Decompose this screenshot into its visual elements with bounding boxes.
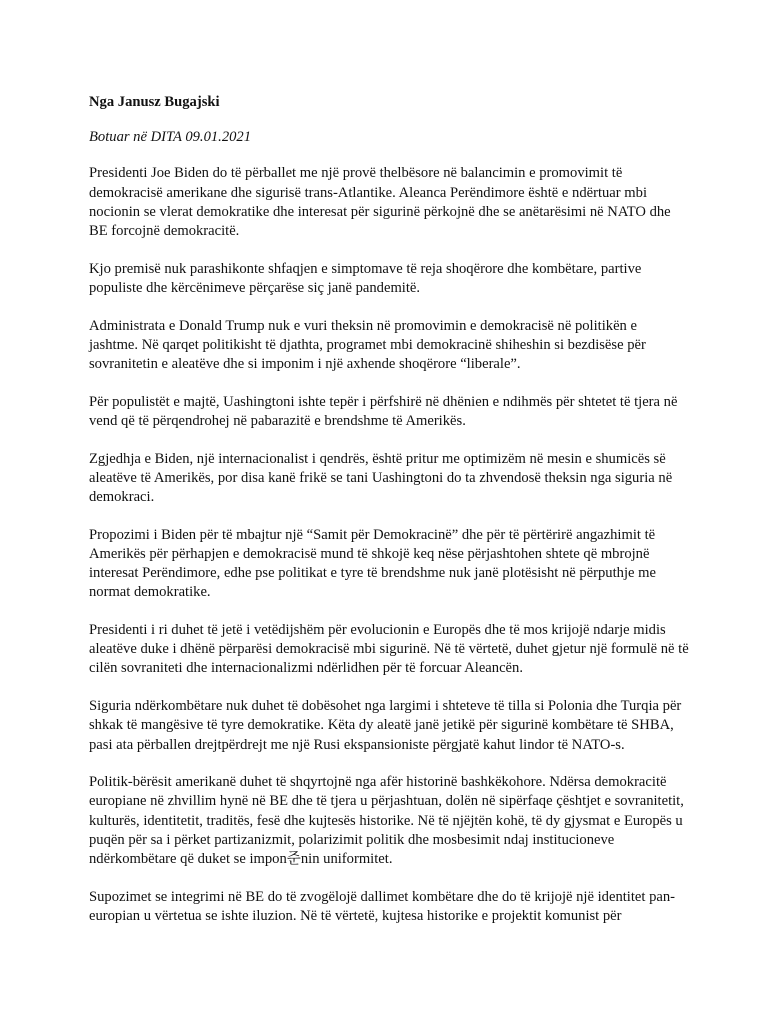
- document-page: [89, 93, 689, 945]
- paragraph-10: Supozimet se integrimi në BE do të zvogëlojë dallimet kombëtare dhe do të krijojë një identitet pan-europian u vërtetua se ishte iluzion. Në të vërtetë, kujtesa historike e projektit komunist për: [89, 888, 676, 924]
- paragraph-3: Administrata e Donald Trump nuk e vuri theksin në promovimin e demokracisë në politikën e jashtme. Në qarqet politikisht të djathta, programet mbi demokracinë shiheshin si bezdisëse për sovranitetin e aleatëve dhe si imponim i një axhende shoqërore “liberale”.: [89, 317, 646, 373]
- paragraph-7: Presidenti i ri duhet të jetë i vetëdijshëm për evolucionin e Europës dhe të mos krijojë ndarje midis aleatëve duke i dhënë përparësi demokracisë mbi sigurinë. Në të vërtetë, duhet gjetur një formulë në të cilën sovraniteti dhe internacionalizmi ndërlidhen për të forcuar Aleancën.: [89, 622, 689, 677]
- paragraph-5: Zgjedhja e Biden, një internacionalist i qendrës, është pritur me optimizëm në mesin e shumicës së aleatëve të Amerikës, por disa kanë frikë se tani Uashingtoni do ta zhvendosë theksin nga siguria në demokraci.: [89, 450, 673, 506]
- publication-note: Botuar në DITA 09.01.2021: [89, 129, 252, 146]
- paragraph-2: Kjo premisë nuk parashikonte shfaqjen e simptomave të reja shoqërore dhe kombëtare, partive populiste dhe kërcënimeve përçarëse siç janë pandemitë.: [89, 260, 642, 296]
- paragraph-9: Politik-bërësit amerikanë duhet të shqyrtojnë nga afër historinë bashkëkohore. Ndërsa demokracitë europiane në zhvillim hynë në BE dhe të tjera u përjashtuan, dolën në sipërfaqe çështjet e sovranitetit, kulturës, identitetit, traditës, fesë dhe kujtesës historike. Në të njëjtën kohë, të dy gjysmat e Europës u puqën për sa i përket partizanizmit, polarizimit politik dhe mosbesimit ndaj institucioneve ndërkombëtare që duket se impon준nin uniformitet.: [89, 774, 684, 868]
- paragraph-1: Presidenti Joe Biden do të përballet me një provë thelbësore në balancimin e promovimit të demokracisë amerikane dhe sigurisë trans-Atlantike. Aleanca Perëndimore është e ndërtuar mbi nocionin se vlerat demokratike dhe interesat për sigurinë përkojnë dhe se anëtarësimi në NATO dhe BE forcojnë demokracitë.: [89, 165, 671, 240]
- paragraph-4: Për populistët e majtë, Uashingtoni ishte tepër i përfshirë në dhënien e ndihmës për shtetet të tjera në vend që të përqendrohej në pabarazitë e brendshme të Amerikës.: [89, 393, 678, 429]
- paragraph-6: Propozimi i Biden për të mbajtur një “Samit për Demokracinë” dhe për të përtërirë angazhimit të Amerikës për përhapjen e demokracisë mund të shkojë keq nëse përjashtohen shtete që mbrojnë interesat Perëndimore, edhe pse politikat e tyre të brendshme nuk janë plotësisht në përputhje me normat demokratike.: [89, 526, 656, 601]
- author-byline: Nga Janusz Bugajski: [89, 94, 220, 110]
- paragraph-8: Siguria ndërkombëtare nuk duhet të dobësohet nga largimi i shteteve të tilla si Polonia dhe Turqia për shkak të mangësive të tyre demokratike. Këta dy aleatë janë jetikë për sigurinë kombëtare të SHBA, pasi ata përballen drejtpërdrejt me një Rusi ekspansioniste përgjatë kahut lindor të NATO-s.: [89, 698, 682, 753]
